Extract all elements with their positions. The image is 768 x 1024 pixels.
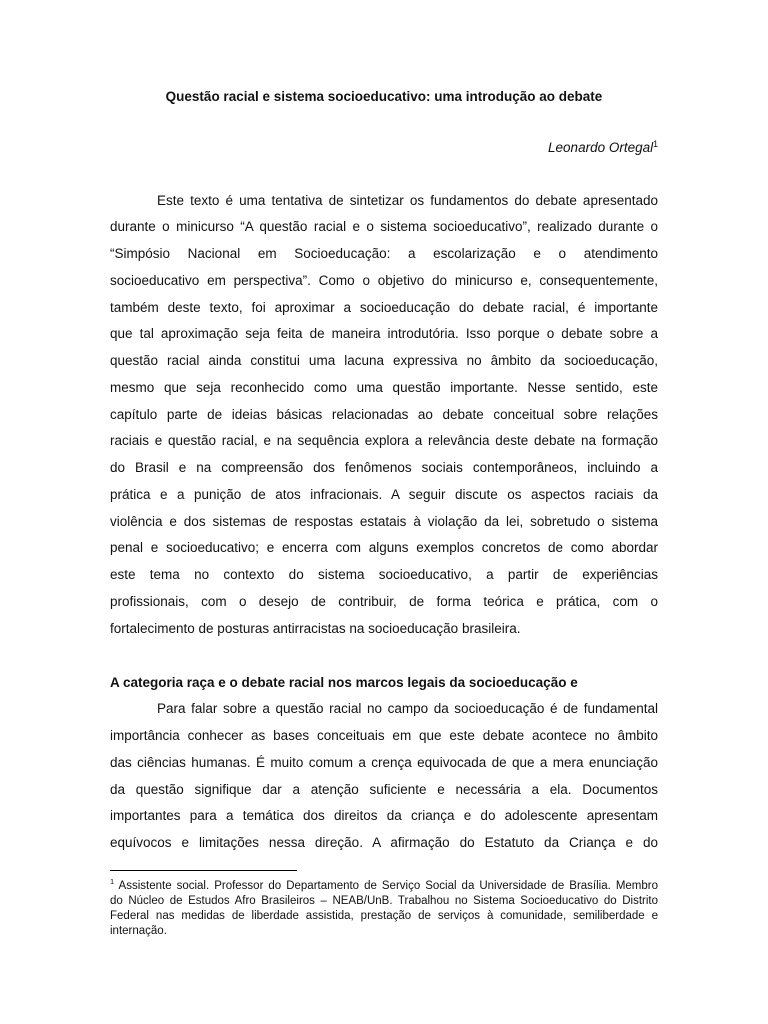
section-paragraph-line: equívocos e limitações nessa direção. A afirmação do Estatuto da Criança e do <box>110 835 658 851</box>
intro-paragraph-line: questão racial ainda constitui uma lacuna expressiva no âmbito da socioeducação, <box>110 353 658 369</box>
intro-paragraph-line: capítulo parte de ideias básicas relacionadas ao debate conceitual sobre relações <box>110 406 658 422</box>
intro-paragraph <box>110 188 658 643</box>
footnote-separator <box>110 870 297 871</box>
footnote-text: Assistente social. Professor do Departamento de Serviço Social da Universidade de Brasília. Membro <box>118 879 658 892</box>
section-heading: A categoria raça e o debate racial nos marcos legais da socioeducação e <box>110 674 578 690</box>
section-paragraph-line: importantes para a temática dos direitos da criança e do adolescente apresentam <box>110 808 658 824</box>
footnote-line: internação. <box>110 924 167 937</box>
intro-paragraph-line: raciais e questão racial, e na sequência explora a relevância deste debate na formação <box>110 433 658 449</box>
author-footnote-mark: 1 <box>653 139 658 150</box>
intro-paragraph-line: que tal aproximação seja feita de maneira introdutória. Isso porque o debate sobre a <box>110 326 658 342</box>
intro-paragraph-line: mesmo que seja reconhecido como uma questão importante. Nesse sentido, este <box>110 379 658 395</box>
section-paragraph-line: das ciências humanas. É muito comum a crença equivocada de que a mera enunciação <box>110 754 658 770</box>
author-name: Leonardo Ortegal <box>548 140 654 155</box>
intro-paragraph-line: do Brasil e na compreensão dos fenômenos sociais contemporâneos, incluindo a <box>110 460 658 476</box>
footnote-line: do Núcleo de Estudos Afro Brasileiros – NEAB/UnB. Trabalhou no Sistema Socioeducativo do Distrito <box>110 894 658 907</box>
intro-paragraph-line: também deste texto, foi aproximar a socioeducação do debate racial, é importante <box>110 299 658 315</box>
footnote-line: Federal nas medidas de liberdade assistida, prestação de serviços à comunidade, semiliberdade e <box>110 909 658 922</box>
footnote <box>110 879 658 939</box>
document-title: Questão racial e sistema socioeducativo: uma introdução ao debate <box>165 89 603 104</box>
intro-paragraph-line: durante o minicurso “A questão racial e o sistema socioeducativo”, realizado durante o <box>110 219 658 235</box>
intro-paragraph-line: socioeducativo em perspectiva”. Como o objetivo do minicurso e, consequentemente, <box>110 272 658 288</box>
footnote-mark: 1 <box>110 877 115 887</box>
intro-paragraph-line: fortalecimento de posturas antirracistas na socioeducação brasileira. <box>110 620 521 636</box>
section-paragraph-line: da questão signifique dar a atenção suficiente e necessária a ela. Documentos <box>110 781 658 797</box>
section-paragraph-line: importância conhecer as bases conceituais em que este debate acontece no âmbito <box>110 728 658 744</box>
section-paragraph-line: Para falar sobre a questão racial no campo da socioeducação é de fundamental <box>157 701 658 717</box>
intro-paragraph-line: profissionais, com o desejo de contribuir, de forma teórica e prática, com o <box>110 593 658 609</box>
intro-paragraph-line: Este texto é uma tentativa de sintetizar os fundamentos do debate apresentado <box>157 192 658 208</box>
footnote-line <box>110 879 658 894</box>
section-paragraph <box>110 696 658 857</box>
intro-paragraph-line: “Simpósio Nacional em Socioeducação: a escolarização e o atendimento <box>110 246 658 262</box>
intro-paragraph-line: prática e a punição de atos infracionais. A seguir discute os aspectos raciais da <box>110 486 658 502</box>
author-line <box>110 138 658 158</box>
intro-paragraph-line: violência e dos sistemas de respostas estatais à violação da lei, sobretudo o sistema <box>110 513 658 529</box>
intro-paragraph-line: este tema no contexto do sistema socioeducativo, a partir de experiências <box>110 567 658 583</box>
intro-paragraph-line: penal e socioeducativo; e encerra com alguns exemplos concretos de como abordar <box>110 540 658 556</box>
